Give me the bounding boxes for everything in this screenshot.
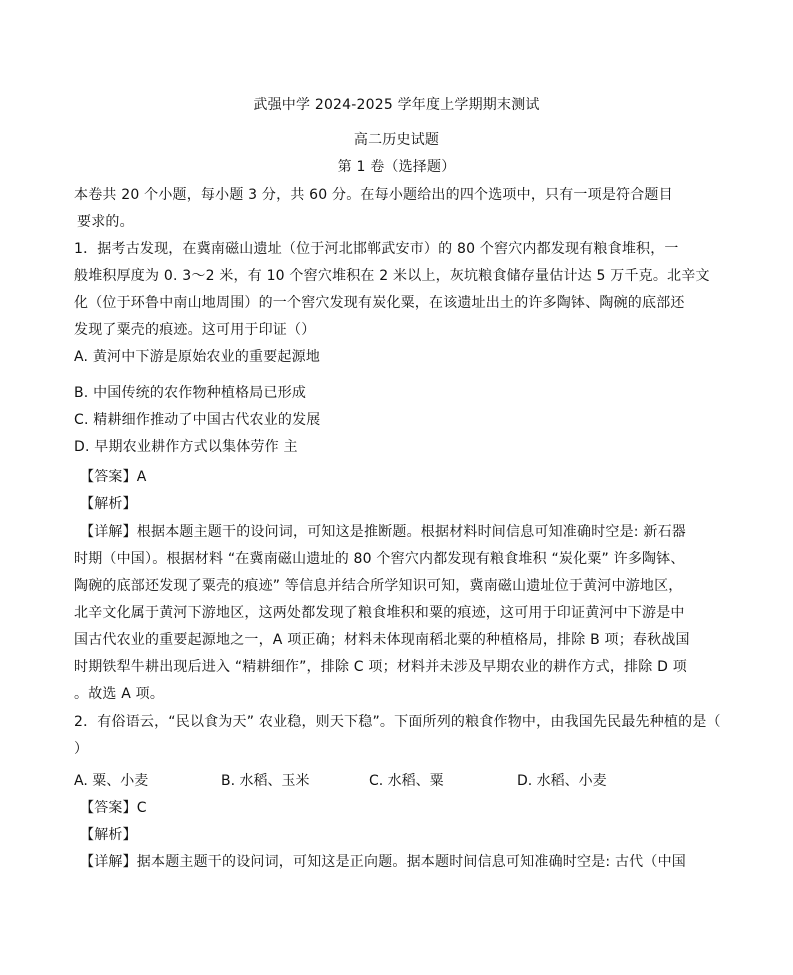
q2-detail-line-1: 【详解】据本题主题干的设问词，可知这是正向题。据本题时间信息可知准确时空是: 古代（中国	[80, 854, 686, 870]
q1-stem-line-4: 发现了粟壳的痕迹。这可用于印证（）	[74, 322, 316, 338]
subject-title: 高二历史试题	[353, 132, 440, 148]
q1-option-b: B. 中国传统的农作物种植格局已形成	[74, 385, 307, 401]
q1-detail-line-2: 时期（中国）。根据材料 “在冀南磁山遗址的 80 个窖穴内都发现有粮食堆积 “炭化粟” 许多陶钵、	[74, 551, 685, 567]
q1-detail-line-3: 陶碗的底部还发现了粟壳的痕迹” 等信息并结合所学知识可知，冀南磁山遗址位于黄河中游地区，	[74, 578, 683, 594]
q1-option-d: D. 早期农业耕作方式以集体劳作 主	[74, 439, 298, 455]
q1-detail-line-6: 时期铁犁牛耕出现后进入 “精耕细作”，排除 C 项；材料并未涉及早期农业的耕作方式，排除 D 项	[74, 659, 687, 675]
q1-detail-line-4: 北辛文化属于黄河下游地区，这两处都发现了粮食堆积和粟的痕迹，这可用于印证黄河中下游是中	[74, 605, 685, 621]
q2-option-d: D. 水稻、小麦	[517, 773, 607, 789]
section-title: 第 1 卷（选择题）	[337, 159, 456, 175]
q1-stem-line-1: 1．据考古发现，在冀南磁山遗址（位于河北邯郸武安市）的 80 个窖穴内都发现有粮食堆积，一	[74, 241, 679, 257]
q1-detail-line-7: 。故选 A 项。	[74, 686, 165, 702]
q1-stem-line-3: 化（位于环鲁中南山地周围）的一个窖穴发现有炭化粟，在该遗址出土的许多陶钵、陶碗的底部还	[74, 295, 685, 311]
instructions-line-1: 本卷共 20 个小题，每小题 3 分，共 60 分。在每小题给出的四个选项中，只有一项是符合题目	[74, 187, 673, 203]
q1-option-a: A. 黄河中下游是原始农业的重要起源地	[74, 349, 321, 365]
q2-stem-line-2: ）	[74, 741, 89, 757]
q2-stem-line-1: 2．有俗语云，“民以食为天” 农业稳，则天下稳”。下面所列的粮食作物中，由我国先民最先种植的是（	[74, 714, 721, 730]
q2-option-c: C. 水稻、粟	[369, 773, 444, 789]
q1-detail-line-5: 国古代农业的重要起源地之一，A 项正确；材料未体现南稻北粟的种植格局，排除 B 项；春秋战国	[74, 632, 690, 648]
exam-title: 武强中学 2024-2025 学年度上学期期末测试	[253, 97, 540, 113]
q1-stem-line-2: 般堆积厚度为 0. 3～2 米，有 10 个窖穴堆积在 2 米以上，灰坑粮食储存量估计达 5 万千克。北辛文	[74, 268, 710, 284]
q2-analysis-label: 【解析】	[80, 827, 137, 843]
instructions-line-2: 要求的。	[77, 214, 134, 230]
q1-answer: 【答案】A	[80, 469, 147, 485]
q2-option-b: B. 水稻、玉米	[221, 773, 310, 789]
q2-answer: 【答案】C	[80, 800, 147, 816]
q1-detail-line-1: 【详解】根据本题主题干的设问词，可知这是推断题。根据材料时间信息可知准确时空是: 新石器	[80, 524, 686, 540]
q2-option-a: A. 粟、小麦	[74, 773, 149, 789]
q1-analysis-label: 【解析】	[80, 496, 137, 512]
q1-option-c: C. 精耕细作推动了中国古代农业的发展	[74, 412, 321, 428]
